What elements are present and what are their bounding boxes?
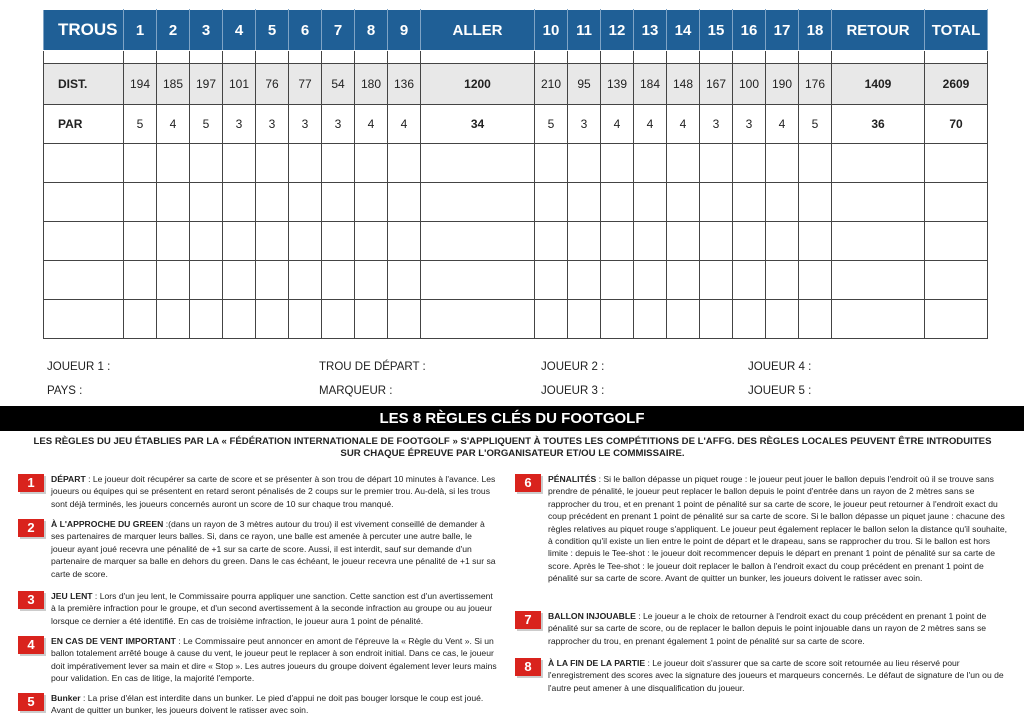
score-cell[interactable] (667, 300, 700, 339)
rules-banner: LES 8 RÈGLES CLÉS DU FOOTGOLF (0, 406, 1024, 431)
par-cell: 34 (421, 105, 535, 144)
header-cell: TOTAL (925, 10, 988, 51)
score-cell[interactable] (124, 300, 157, 339)
dist-cell: 1200 (421, 64, 535, 105)
rule-text: : Le joueur doit s'assurer que sa carte de score soit retournée au lieu réservé pour l'enregistrement des scores avec la signature des joueurs et marqueurs concernés. Le défaut de signature de l'un ou de l'autre peut amener à une disqualification du joueur. (548, 658, 1004, 693)
rules-intro: LES RÈGLES DU JEU ÉTABLIES PAR LA « FÉDÉRATION INTERNATIONALE DE FOOTGOLF » S'APPLIQUENT À TOUTES LES COMPÉTITIONS DE L'AFFG. DES RÈGLES LOCALES PEUVENT ÊTRE INTRODUITES SUR CHAQUE ÉPREUVE PAR L'ORGANISATEUR ET/OU LE COMMISSAIRE. (33, 436, 992, 459)
score-cell[interactable] (535, 183, 568, 222)
score-cell[interactable] (388, 222, 421, 261)
rule-text: : Si le ballon dépasse un piquet rouge : le joueur peut jouer le ballon depuis l'endroit où il se trouve sans prendre de pénalité, le joueur peut replacer le ballon depuis le point d'entrée dans un rayon de 2 mètres sans se rapprocher du trou, et en prenant 1 point de pénalité sur sa carte de score, le joueur peut retourner à l'endroit exact du coup précédent en prenant 1 point de pénalité sur sa carte de score. Si le ballon dépasse un piquet jaune : chacune des règles relatives au piquet rouge s'appliquent. Le joueur peut également replacer le ballon selon la distance qu'il souhaite, à condition qu'il existe un lien entre le point de départ et le drapeau, sans se rapprocher du trou. Si le ballon est hors limite : depuis le Tee-shot : le joueur doit recommencer depuis le départ en prenant 1 point de pénalité sur sa carte de score. Après le Tee-shot : le joueur doit replacer le ballon à l'endroit exact du coup précédent en prenant 1 point de pénalité sur sa carte de score. Avant de quitter un bunker, les joueurs doivent le ratisser avec soin. (548, 474, 1008, 584)
spacer-cell (44, 51, 124, 64)
spacer-cell (832, 51, 925, 64)
dist-cell: 185 (157, 64, 190, 105)
scorecard-table (43, 9, 988, 339)
score-cell[interactable] (421, 222, 535, 261)
dist-cell: 194 (124, 64, 157, 105)
score-cell[interactable] (289, 183, 322, 222)
rule-7 (515, 610, 1010, 647)
score-cell[interactable] (256, 183, 289, 222)
header-cell: 17 (766, 10, 799, 51)
header-row (44, 10, 988, 51)
spacer-cell (388, 51, 421, 64)
rule-5 (18, 692, 498, 717)
score-cell[interactable] (601, 261, 634, 300)
score-cell[interactable] (832, 222, 925, 261)
score-cell[interactable] (256, 222, 289, 261)
dist-label: DIST. (44, 64, 124, 105)
score-cell[interactable] (601, 183, 634, 222)
score-row[interactable] (44, 261, 988, 300)
header-cell: 12 (601, 10, 634, 51)
score-cell[interactable] (601, 144, 634, 183)
score-cell[interactable] (289, 222, 322, 261)
rule-title: À LA FIN DE LA PARTIE (548, 658, 646, 668)
header-cell: ALLER (421, 10, 535, 51)
player2-label: JOUEUR 2 : (541, 361, 605, 373)
score-cell[interactable] (766, 144, 799, 183)
dist-cell: 176 (799, 64, 832, 105)
rule-title: À L'APPROCHE DU GREEN (51, 519, 164, 529)
score-cell[interactable] (799, 222, 832, 261)
score-cell[interactable] (535, 144, 568, 183)
score-cell[interactable] (322, 300, 355, 339)
score-cell[interactable] (322, 183, 355, 222)
score-cell[interactable] (925, 144, 988, 183)
header-cell: 16 (733, 10, 766, 51)
score-cell[interactable] (190, 222, 223, 261)
player5-label: JOUEUR 5 : (748, 385, 812, 397)
par-cell: 3 (289, 105, 322, 144)
score-cell[interactable] (289, 300, 322, 339)
par-cell: 4 (766, 105, 799, 144)
score-cell[interactable] (568, 222, 601, 261)
rule-text: : La prise d'élan est interdite dans un bunker. Le pied d'appui ne doit pas bouger lorsque le coup est joué. Avant de quitter un bunker, les joueurs doivent le ratisser avec soin. (51, 693, 484, 716)
rule-text: :(dans un rayon de 3 mètres autour du trou) il est vivement conseillé de demander à ses partenaires de marquer leurs balles. Si, dans ce rayon, une balle est amenée à percuter une autre balle, le joueur ayant joué recevra une pénalité de +1 sur sa carte de score. Aussi, il est interdit, sauf sur demande d'un partenaire de marquer sa balle en dehors du green. Dans le cas échéant, le joueur recevra une pénalité de +1 sur sa carte de score. (51, 519, 496, 579)
par-cell: 4 (355, 105, 388, 144)
score-cell[interactable] (355, 183, 388, 222)
score-cell[interactable] (733, 144, 766, 183)
score-cell[interactable] (667, 261, 700, 300)
score-cell[interactable] (568, 183, 601, 222)
player4-label: JOUEUR 4 : (748, 361, 812, 373)
country-label: PAYS : (47, 385, 83, 397)
spacer-cell (190, 51, 223, 64)
score-cell[interactable] (388, 183, 421, 222)
score-cell[interactable] (634, 261, 667, 300)
spacer-cell (601, 51, 634, 64)
par-label: PAR (44, 105, 124, 144)
header-cell: 7 (322, 10, 355, 51)
rule-title: PÉNALITÉS (548, 474, 597, 484)
score-cell[interactable] (799, 261, 832, 300)
spacer-cell (766, 51, 799, 64)
score-cell[interactable] (355, 222, 388, 261)
dist-cell: 77 (289, 64, 322, 105)
par-row (44, 105, 988, 144)
header-cell: RETOUR (832, 10, 925, 51)
score-row[interactable] (44, 183, 988, 222)
dist-cell: 190 (766, 64, 799, 105)
spacer-cell (355, 51, 388, 64)
score-cell[interactable] (44, 222, 124, 261)
dist-cell: 100 (733, 64, 766, 105)
rule-number: 2 (18, 519, 44, 537)
score-row[interactable] (44, 300, 988, 339)
spacer-cell (256, 51, 289, 64)
score-cell[interactable] (124, 183, 157, 222)
score-cell[interactable] (700, 261, 733, 300)
spacer-row (44, 51, 988, 64)
header-cell: 6 (289, 10, 322, 51)
header-cell: 2 (157, 10, 190, 51)
score-cell[interactable] (667, 222, 700, 261)
spacer-cell (421, 51, 535, 64)
score-cell[interactable] (190, 144, 223, 183)
rule-4 (18, 635, 498, 685)
score-cell[interactable] (535, 300, 568, 339)
score-cell[interactable] (256, 261, 289, 300)
score-cell[interactable] (388, 300, 421, 339)
par-cell: 4 (601, 105, 634, 144)
rule-title: Bunker (51, 693, 81, 703)
score-cell[interactable] (190, 300, 223, 339)
score-cell[interactable] (223, 300, 256, 339)
score-cell[interactable] (568, 300, 601, 339)
score-cell[interactable] (634, 222, 667, 261)
spacer-cell (568, 51, 601, 64)
par-cell: 3 (733, 105, 766, 144)
par-cell: 4 (634, 105, 667, 144)
score-cell[interactable] (44, 261, 124, 300)
spacer-cell (223, 51, 256, 64)
dist-cell: 139 (601, 64, 634, 105)
spacer-cell (667, 51, 700, 64)
score-cell[interactable] (601, 300, 634, 339)
score-cell[interactable] (355, 144, 388, 183)
rule-1 (18, 473, 498, 510)
header-label: TROUS (44, 10, 124, 51)
par-cell: 3 (568, 105, 601, 144)
score-cell[interactable] (124, 144, 157, 183)
rule-text: : Le joueur a le choix de retourner à l'endroit exact du coup précédent en prenant 1 point de pénalité sur sa carte de score, ou de replacer le ballon depuis le point injouable dans un rayon de 2 mètres sans se rapprocher du trou, en prenant également 1 point de pénalité sur sa carte de score. (548, 611, 987, 646)
score-cell[interactable] (289, 144, 322, 183)
rule-6 (515, 473, 1010, 585)
score-cell[interactable] (421, 300, 535, 339)
rule-text: : Lors d'un jeu lent, le Commissaire pourra appliquer une sanction. Cette sanction est d'un avertissement à la première infraction pour le groupe, et d'un second avertissement à la seconde infraction au groupe ou au joueur lorsque ce dernier a été identifié. En cas de troisième infraction, le joueur aura 1 point de pénalité. (51, 591, 493, 626)
spacer-cell (322, 51, 355, 64)
score-cell[interactable] (421, 144, 535, 183)
rule-number: 7 (515, 611, 541, 629)
rule-title: JEU LENT (51, 591, 93, 601)
score-cell[interactable] (388, 261, 421, 300)
score-cell[interactable] (700, 222, 733, 261)
rule-2 (18, 518, 498, 580)
score-cell[interactable] (799, 183, 832, 222)
par-cell: 4 (157, 105, 190, 144)
score-cell[interactable] (44, 183, 124, 222)
scorecard (43, 9, 981, 339)
spacer-cell (157, 51, 190, 64)
score-cell[interactable] (322, 144, 355, 183)
score-cell[interactable] (766, 222, 799, 261)
dist-cell: 2609 (925, 64, 988, 105)
distance-row (44, 64, 988, 105)
header-cell: 11 (568, 10, 601, 51)
rule-number: 3 (18, 591, 44, 609)
start-hole-label: TROU DE DÉPART : (319, 361, 426, 373)
score-cell[interactable] (44, 144, 124, 183)
player3-label: JOUEUR 3 : (541, 385, 605, 397)
header-cell: 14 (667, 10, 700, 51)
score-cell[interactable] (799, 144, 832, 183)
score-cell[interactable] (634, 300, 667, 339)
score-cell[interactable] (925, 222, 988, 261)
par-cell: 3 (223, 105, 256, 144)
spacer-cell (289, 51, 322, 64)
header-cell: 15 (700, 10, 733, 51)
rule-title: DÉPART (51, 474, 86, 484)
dist-cell: 197 (190, 64, 223, 105)
score-cell[interactable] (601, 222, 634, 261)
par-cell: 3 (322, 105, 355, 144)
score-cell[interactable] (634, 144, 667, 183)
score-cell[interactable] (157, 261, 190, 300)
score-cell[interactable] (766, 183, 799, 222)
dist-cell: 167 (700, 64, 733, 105)
score-cell[interactable] (190, 261, 223, 300)
score-cell[interactable] (421, 183, 535, 222)
score-row[interactable] (44, 144, 988, 183)
rule-text: : Le Commissaire peut annoncer en amont de l'épreuve la « Règle du Vent ». Si un ballon totalement arrêté bouge à cause du vent, le joueur peut le replacer à son endroit initial. Dans ce cas, le joueur doit impérativement lever sa main et dire « Stop ». Les autres joueurs du groupe doivent également lever leurs mains pour validation. En cas de litige, la majorité l'emporte. (51, 636, 497, 684)
spacer-cell (925, 51, 988, 64)
header-cell: 10 (535, 10, 568, 51)
header-cell: 1 (124, 10, 157, 51)
rule-number: 1 (18, 474, 44, 492)
rule-title: EN CAS DE VENT IMPORTANT (51, 636, 176, 646)
dist-cell: 95 (568, 64, 601, 105)
score-cell[interactable] (832, 300, 925, 339)
score-cell[interactable] (925, 183, 988, 222)
spacer-cell (535, 51, 568, 64)
score-cell[interactable] (766, 261, 799, 300)
header-cell: 13 (634, 10, 667, 51)
par-cell: 3 (700, 105, 733, 144)
score-cell[interactable] (832, 144, 925, 183)
score-cell[interactable] (700, 144, 733, 183)
par-cell: 4 (388, 105, 421, 144)
spacer-cell (700, 51, 733, 64)
score-cell[interactable] (832, 261, 925, 300)
rule-number: 4 (18, 636, 44, 654)
score-cell[interactable] (355, 261, 388, 300)
score-cell[interactable] (733, 300, 766, 339)
score-cell[interactable] (568, 261, 601, 300)
score-cell[interactable] (322, 222, 355, 261)
header-cell: 5 (256, 10, 289, 51)
header-cell: 3 (190, 10, 223, 51)
dist-cell: 76 (256, 64, 289, 105)
score-cell[interactable] (157, 300, 190, 339)
header-cell: 4 (223, 10, 256, 51)
score-cell[interactable] (223, 183, 256, 222)
score-cell[interactable] (124, 261, 157, 300)
score-cell[interactable] (733, 261, 766, 300)
dist-cell: 136 (388, 64, 421, 105)
par-cell: 36 (832, 105, 925, 144)
score-cell[interactable] (733, 222, 766, 261)
score-cell[interactable] (44, 300, 124, 339)
score-cell[interactable] (925, 300, 988, 339)
score-cell[interactable] (733, 183, 766, 222)
score-cell[interactable] (124, 222, 157, 261)
par-cell: 70 (925, 105, 988, 144)
score-cell[interactable] (667, 183, 700, 222)
score-cell[interactable] (925, 261, 988, 300)
score-cell[interactable] (289, 261, 322, 300)
score-cell[interactable] (157, 144, 190, 183)
par-cell: 5 (535, 105, 568, 144)
score-cell[interactable] (223, 222, 256, 261)
score-cell[interactable] (190, 183, 223, 222)
score-cell[interactable] (157, 222, 190, 261)
score-cell[interactable] (700, 183, 733, 222)
spacer-cell (634, 51, 667, 64)
rule-title: BALLON INJOUABLE (548, 611, 636, 621)
dist-cell: 148 (667, 64, 700, 105)
player1-label: JOUEUR 1 : (47, 361, 111, 373)
header-cell: 9 (388, 10, 421, 51)
header-cell: 8 (355, 10, 388, 51)
marker-label: MARQUEUR : (319, 385, 393, 397)
score-cell[interactable] (421, 261, 535, 300)
score-cell[interactable] (157, 183, 190, 222)
header-cell: 18 (799, 10, 832, 51)
score-cell[interactable] (832, 183, 925, 222)
score-cell[interactable] (256, 300, 289, 339)
score-cell[interactable] (388, 144, 421, 183)
dist-cell: 184 (634, 64, 667, 105)
score-cell[interactable] (322, 261, 355, 300)
player-info (47, 361, 977, 401)
spacer-cell (733, 51, 766, 64)
score-row[interactable] (44, 222, 988, 261)
rule-number: 5 (18, 693, 44, 711)
par-cell: 5 (190, 105, 223, 144)
rule-8 (515, 657, 1010, 694)
dist-cell: 210 (535, 64, 568, 105)
score-cell[interactable] (535, 261, 568, 300)
dist-cell: 54 (322, 64, 355, 105)
spacer-cell (124, 51, 157, 64)
score-cell[interactable] (223, 261, 256, 300)
rule-3 (18, 590, 498, 627)
score-cell[interactable] (355, 300, 388, 339)
dist-cell: 1409 (832, 64, 925, 105)
spacer-cell (799, 51, 832, 64)
rule-number: 8 (515, 658, 541, 676)
par-cell: 5 (799, 105, 832, 144)
score-cell[interactable] (799, 300, 832, 339)
rule-text: : Le joueur doit récupérer sa carte de score et se présenter à son trou de départ 10 minutes à l'avance. Les joueurs ou équipes qui se présentent en retard seront pénalisés de 2 coups sur le premier trou. Au-delà, si les trous sont déjà terminés, les joueurs concernés auront un score de 10 sur chaque trou manqué. (51, 474, 496, 509)
rule-number: 6 (515, 474, 541, 492)
score-cell[interactable] (766, 300, 799, 339)
dist-cell: 101 (223, 64, 256, 105)
par-cell: 5 (124, 105, 157, 144)
score-cell[interactable] (700, 300, 733, 339)
score-cell[interactable] (223, 144, 256, 183)
score-cell[interactable] (634, 183, 667, 222)
par-cell: 4 (667, 105, 700, 144)
score-cell[interactable] (568, 144, 601, 183)
par-cell: 3 (256, 105, 289, 144)
score-cell[interactable] (535, 222, 568, 261)
dist-cell: 180 (355, 64, 388, 105)
score-cell[interactable] (667, 144, 700, 183)
score-cell[interactable] (256, 144, 289, 183)
